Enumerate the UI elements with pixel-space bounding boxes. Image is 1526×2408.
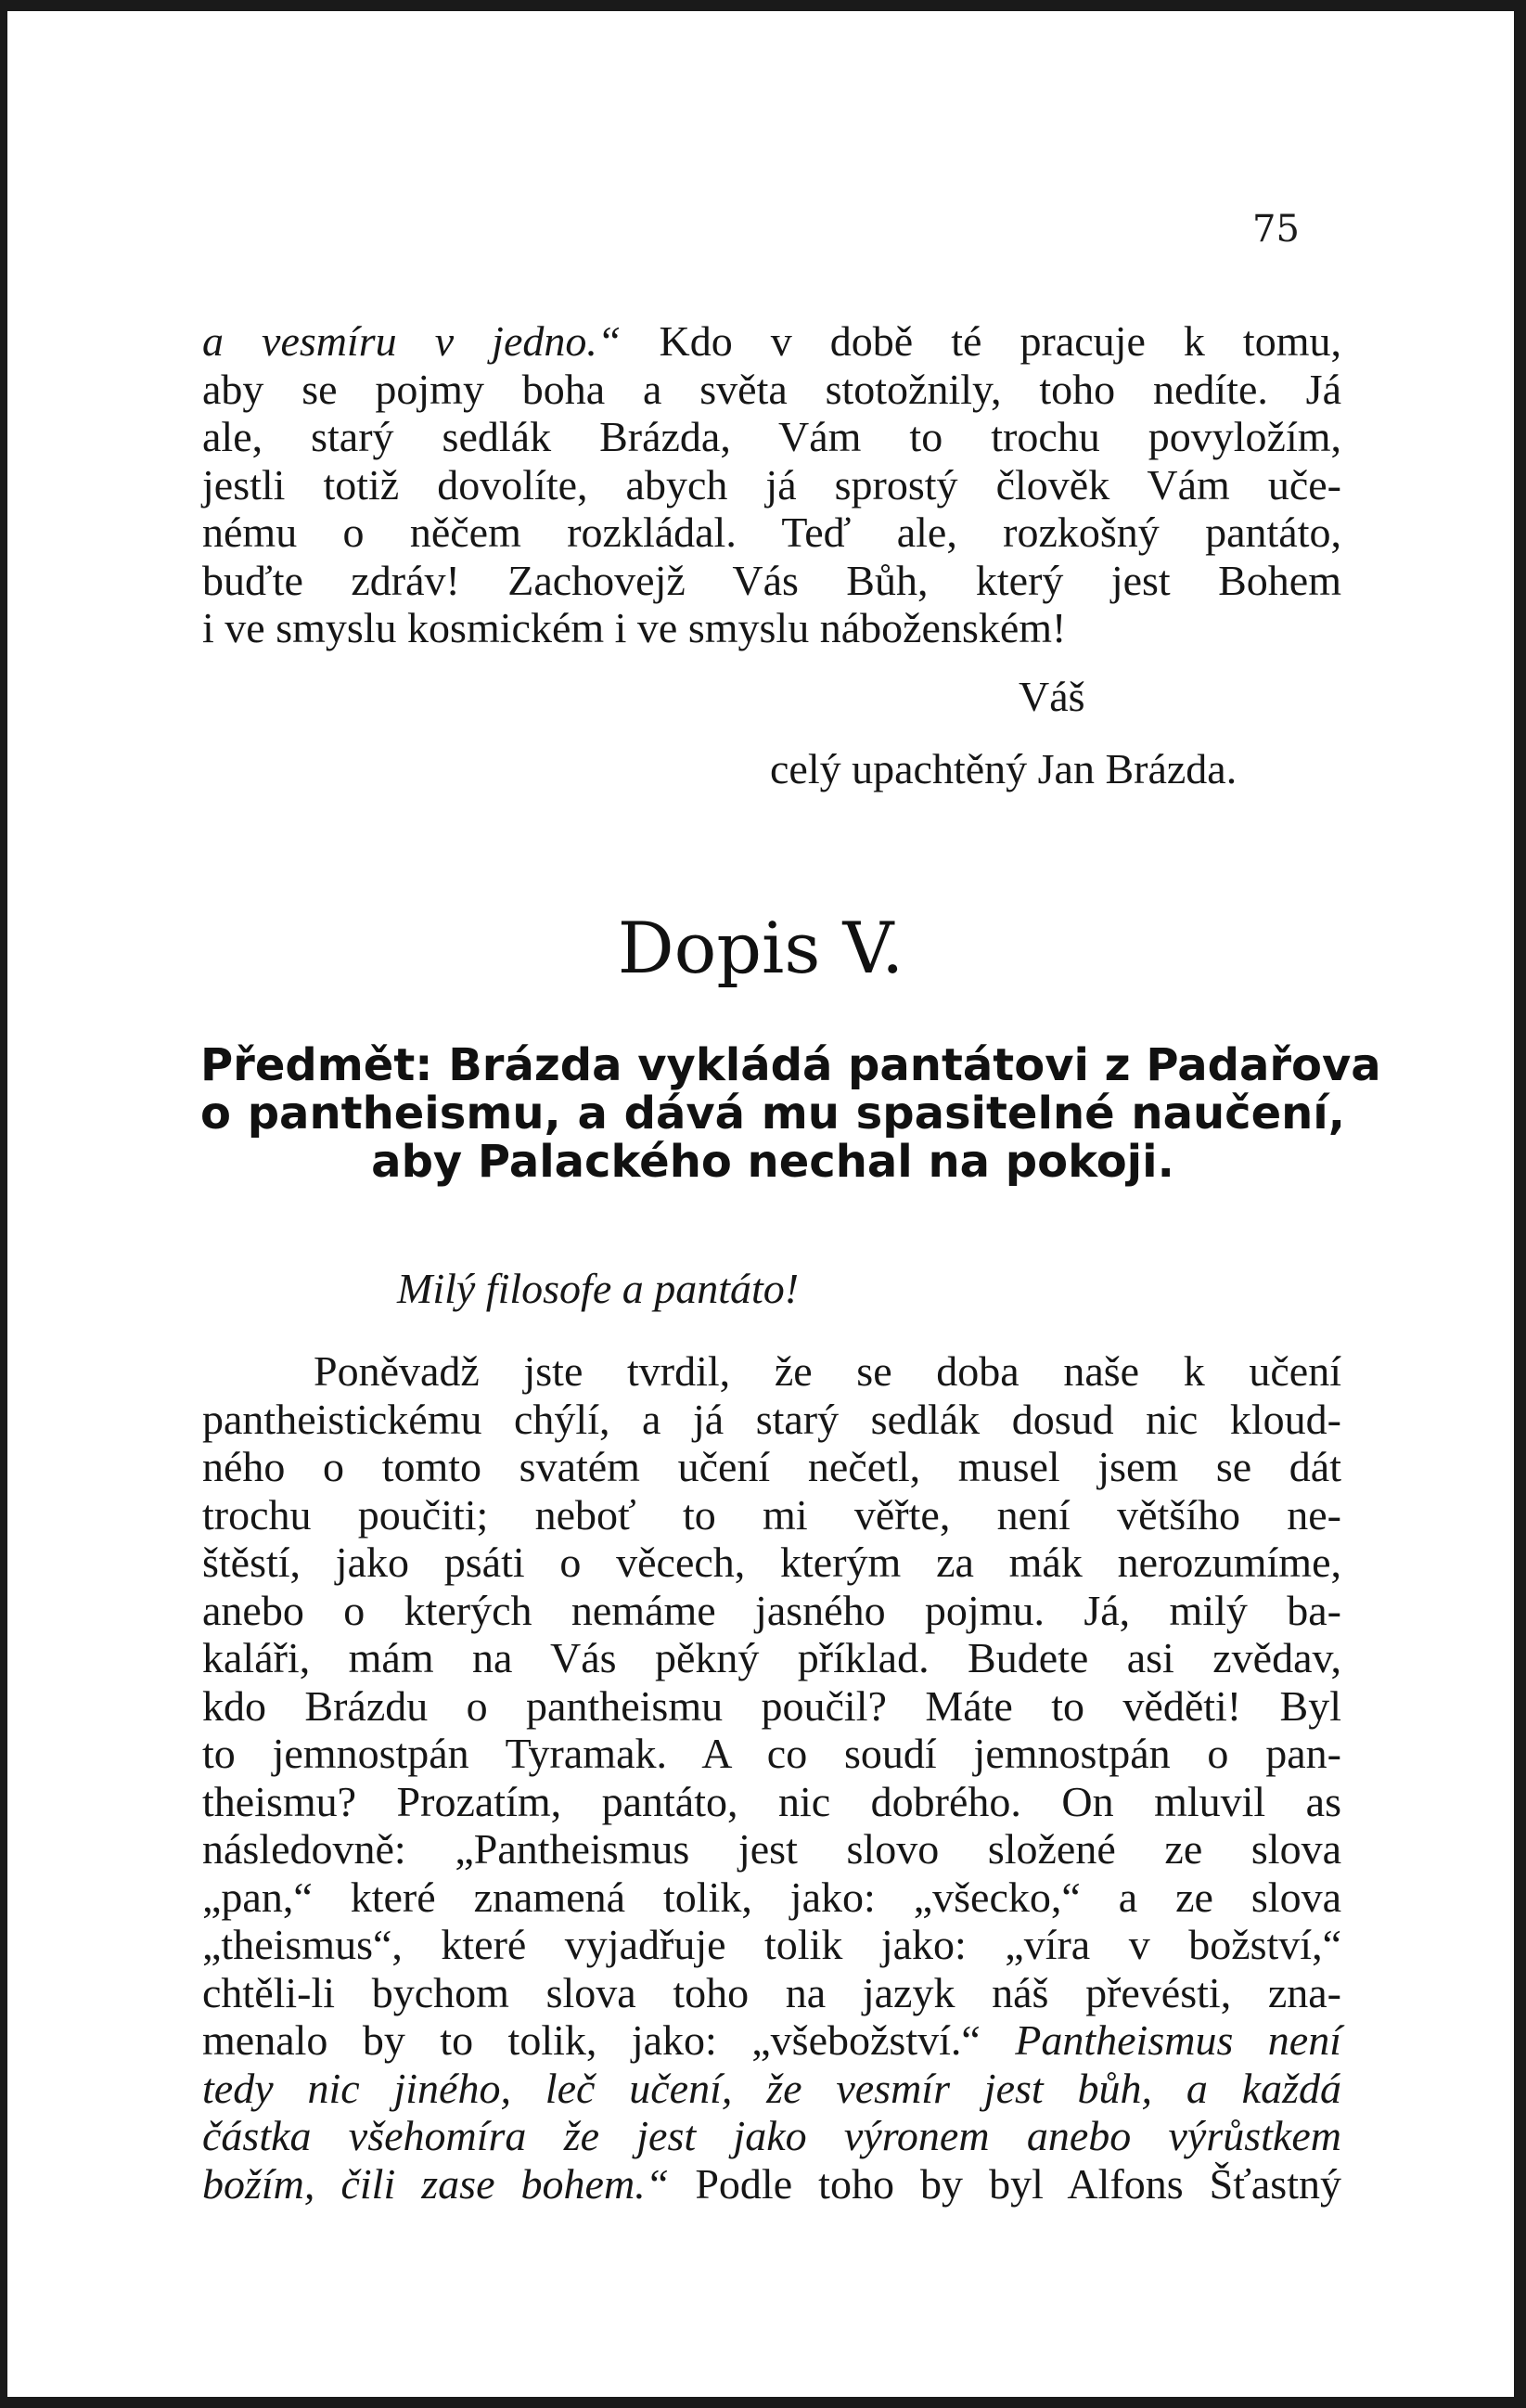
text-line [202,2065,1341,2113]
text-line [202,1587,1341,1635]
text-run: Podle toho by byl Alfons Šťastný [669,2159,1341,2208]
text-run: tedy nic jiného, leč učení, že vesmír jest bůh, a každá [202,2064,1341,2112]
text-line [202,2112,1341,2160]
text-run: ale, starý sedlák Brázda, Vám to trochu povyložím, [202,413,1341,460]
text-line [202,2160,1341,2208]
text-run: Poněvadž jste tvrdil, že se doba naše k učení [314,1347,1341,1395]
book-page [7,11,1514,2397]
text-run: to jemnostpán Tyramak. A co soudí jemnostpán o pan- [202,1730,1341,1777]
text-line [202,366,1341,414]
text-run: kdo Brázdu o pantheismu poučil? Máte to věděti! Byl [202,1681,1341,1730]
text-run: menalo by to tolik, jako: „všebožství.“ [202,2016,1016,2064]
text-run: nému o něčem rozkládal. Teď ale, rozkošný pantáto, [202,509,1341,556]
paragraph-letter-body [202,1347,1341,2208]
text-run: a vesmíru v jedno.“ [202,317,622,365]
text-run: chtěli-li bychom slova toho na jazyk náš převésti, zna- [202,1968,1341,2016]
text-run: buďte zdráv! Zachovejž Vás Bůh, který jest Bohem [202,556,1341,604]
text-line [202,1539,1341,1587]
text-run: pantheistickému chýlí, a já starý sedlák dosud nic kloud- [202,1395,1341,1443]
text-run: Pantheismus není [1015,2016,1341,2064]
text-run: jestli totiž dovolíte, abych já sprostý člověk Vám uče- [202,460,1341,509]
signature-line-2: celý upachtěný Jan Brázda. [770,745,1237,792]
text-line [202,2016,1341,2065]
text-run: theismu? Prozatím, pantáto, nic dobrého. On mluvil as [202,1777,1341,1825]
subject-line: o pantheismu, a dává mu spasitelné naučení, [200,1088,1345,1140]
page-number: 75 [1252,208,1300,251]
text-run: Kdo v době té pracuje k tomu, [621,317,1341,365]
text-line [202,604,1341,652]
text-run: i ve smyslu kosmickém i ve smyslu náboženském! [202,604,1067,651]
text-line [202,1825,1341,1874]
text-line [202,413,1341,461]
text-line [202,1443,1341,1491]
text-line [202,1396,1341,1444]
text-line [202,1347,1341,1396]
text-run: štěstí, jako psáti o věcech, kterým za mák nerozumíme, [202,1539,1341,1586]
text-line [202,1778,1341,1826]
text-run: „pan,“ které znamená tolik, jako: „všecko,“ a ze slova [202,1873,1341,1921]
paragraph-letter-ending [202,317,1341,652]
text-run: ného o tomto svatém učení nečetl, musel jsem se dát [202,1443,1341,1490]
text-line [202,1969,1341,2017]
subject-block [200,1039,1381,1188]
text-line [202,317,1341,366]
text-run: následovně: „Pantheismus jest slovo složené ze slova [202,1825,1341,1873]
text-run: aby se pojmy boha a světa stotožnily, toho nedíte. Já [202,365,1341,413]
salutation: Milý filosofe a pantáto! [397,1265,800,1312]
text-run: trochu poučiti; neboť to mi věřte, není většího ne- [202,1490,1341,1539]
text-run: anebo o kterých nemáme jasného pojmu. Já, milý ba- [202,1586,1341,1634]
text-run: částka všehomíra že jest jako výronem anebo výrůstkem [202,2112,1341,2159]
signature-line-1: Váš [1019,673,1085,720]
text-line [202,1682,1341,1731]
text-run: „theismus“, které vyjadřuje tolik jako: „víra v božství,“ [202,1921,1341,1968]
text-line [202,557,1341,605]
text-line [202,461,1341,509]
text-run: božím, čili zase bohem.“ [202,2159,670,2208]
text-run: kaláři, mám na Vás pěkný příklad. Budete asi zvědav, [202,1634,1341,1681]
text-line [202,1921,1341,1969]
text-line [202,1491,1341,1539]
subject-line: Předmět: Brázda vykládá pantátovi z Padařova [200,1039,1381,1091]
text-line [202,509,1341,557]
text-line [202,1730,1341,1778]
letter-heading: Dopis V. [617,907,904,989]
text-line [202,1874,1341,1922]
text-line [202,1634,1341,1682]
subject-line: aby Palackého nechal na pokoji. [371,1136,1174,1188]
